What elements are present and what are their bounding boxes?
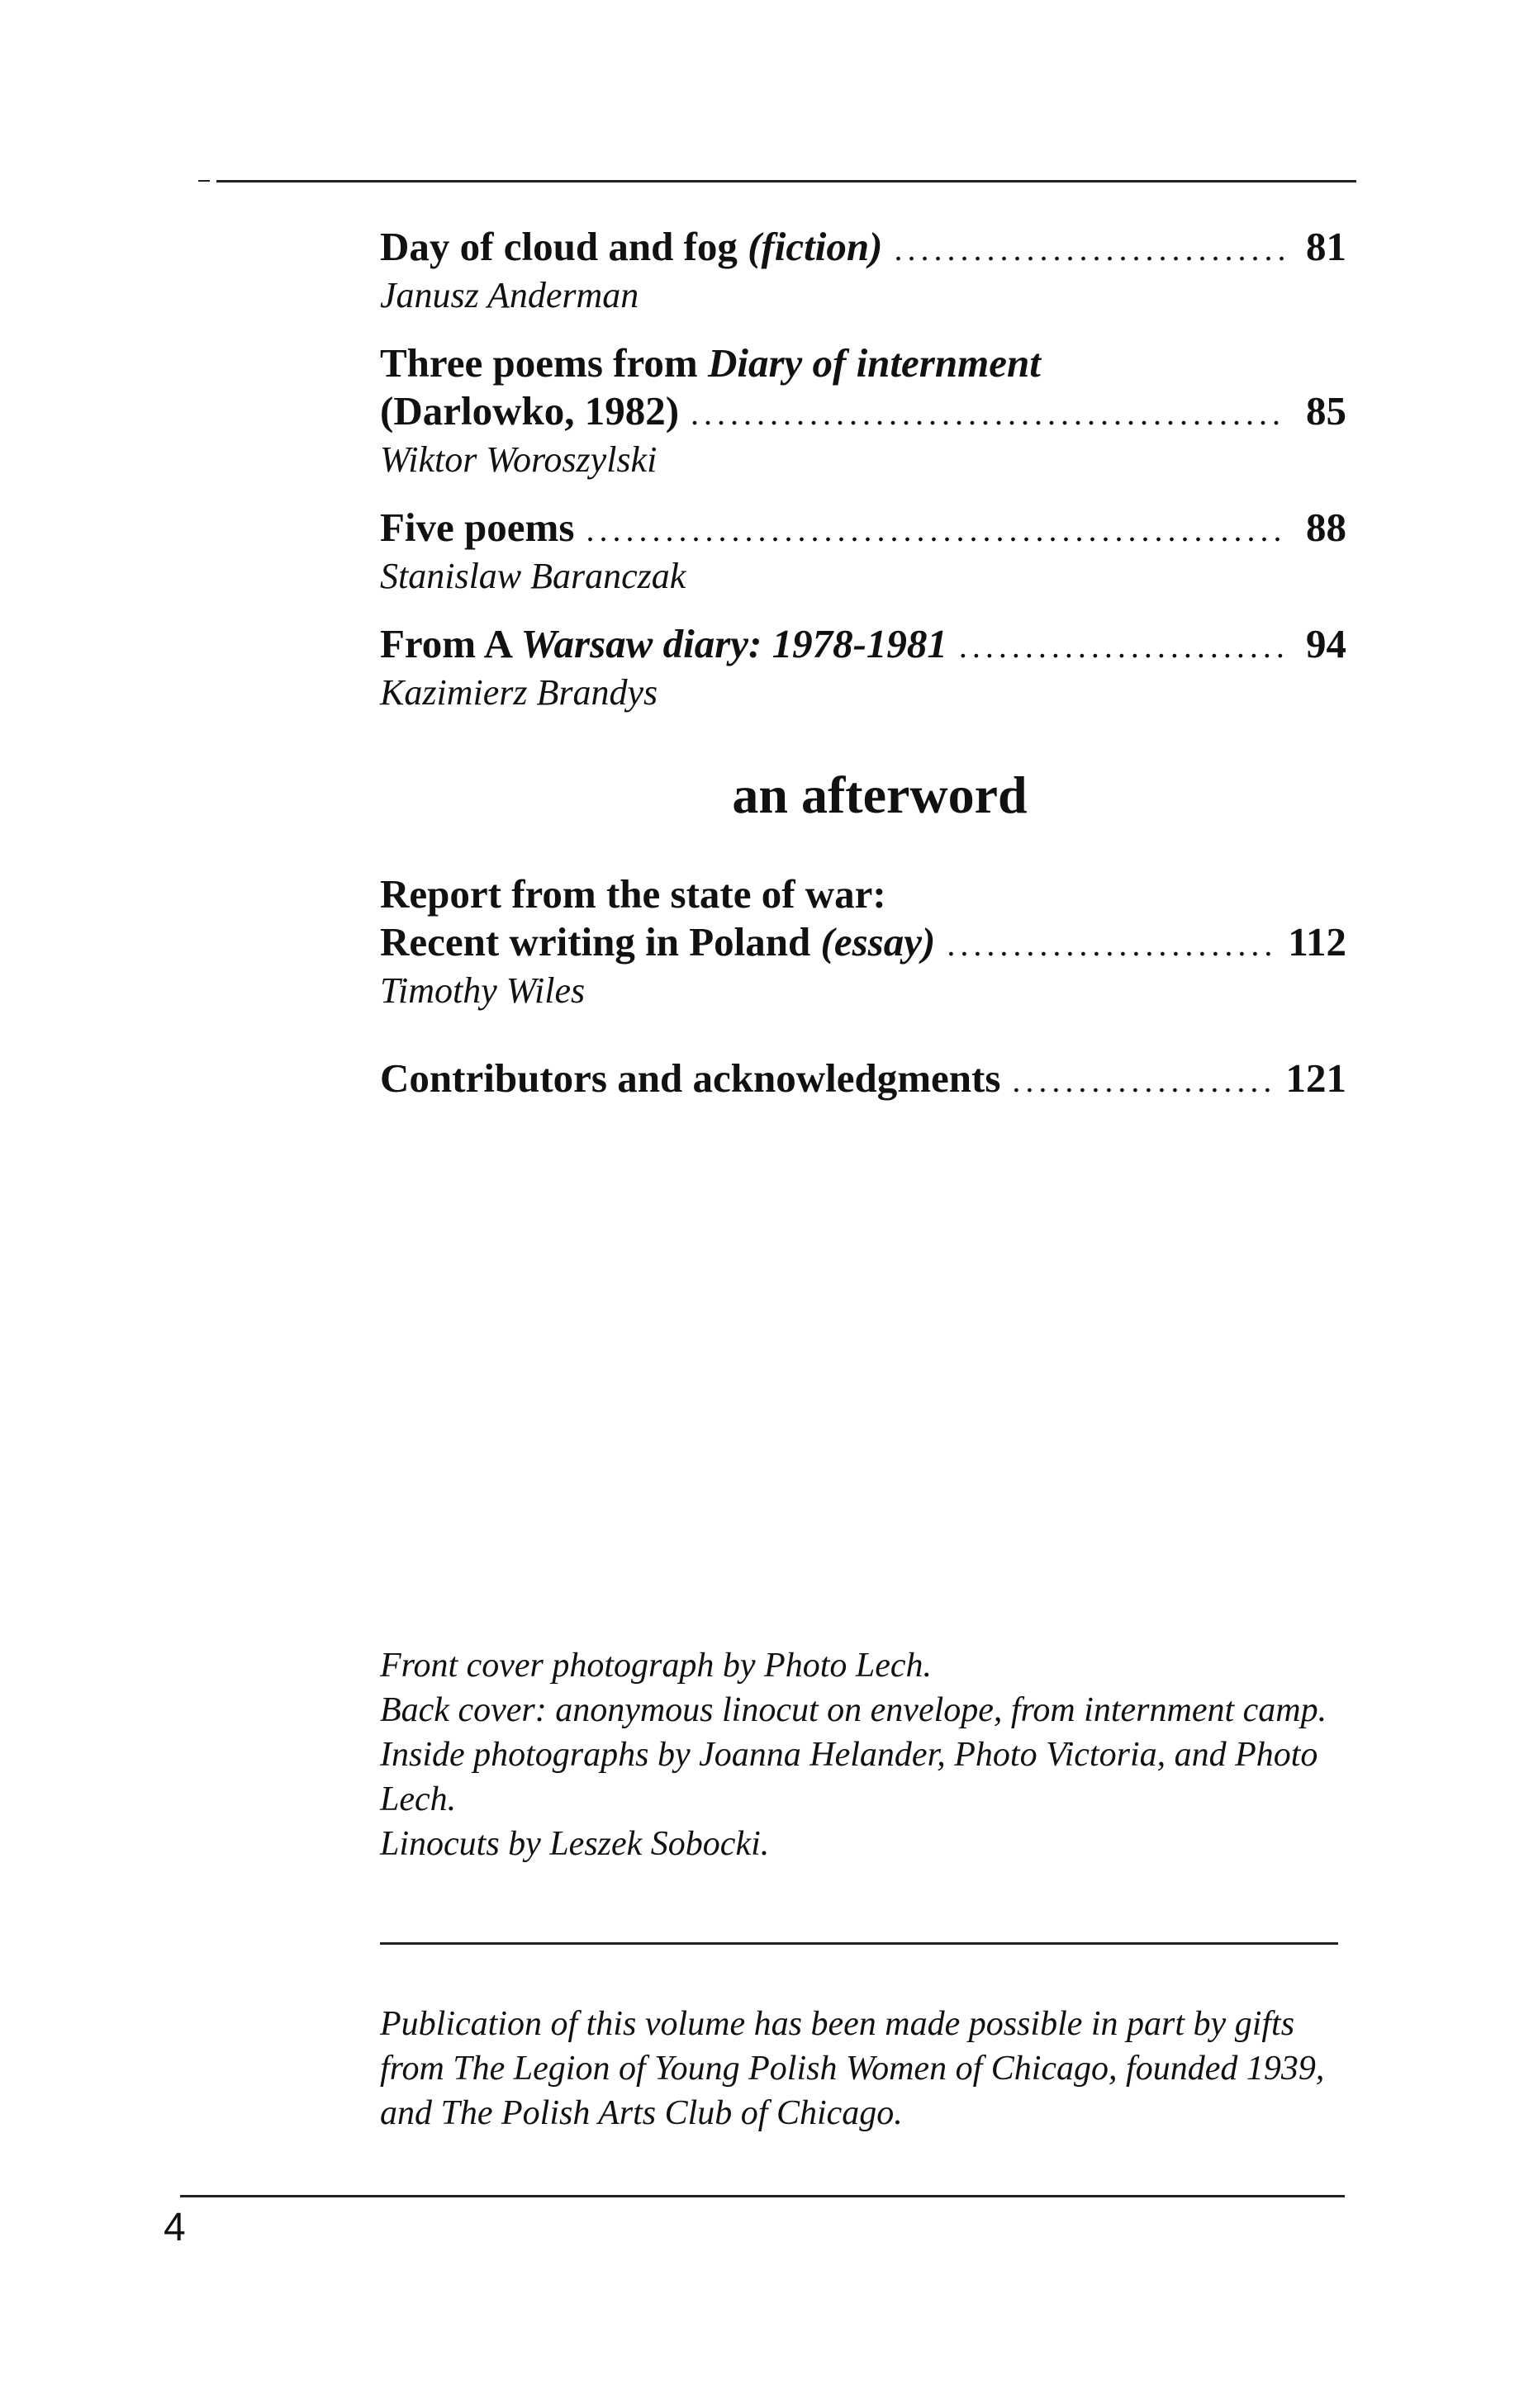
toc-entry-title-line [380,918,1346,969]
toc-entry-title: From A Warsaw diary: 1978-1981 [380,621,947,666]
toc-page-number: 81 [1306,224,1346,269]
toc-entry-author: Janusz Anderman [380,275,639,315]
leader-dots [691,390,1285,438]
toc-entry-title-line [380,1055,1346,1105]
toc-entry-author: Timothy Wiles [380,970,586,1011]
toc-entry [380,870,1346,1013]
top-rule [216,180,1356,182]
toc-entry [380,223,1346,318]
credit-line: Inside photographs by Joanna Helander, Photo Victoria, and Photo Lech. [380,1736,1318,1818]
toc-entry-title: Five poems [380,505,575,550]
leader-dots [947,921,1276,969]
toc-entry [380,339,1346,482]
toc-entry-author: Stanislaw Baranczak [380,556,686,596]
toc-entry-title-line [380,620,1346,671]
toc-entry [380,620,1346,715]
bottom-rule [180,2195,1345,2197]
leader-dots [894,225,1285,273]
toc-entry-title: Report from the state of war: [380,871,886,917]
toc-entry [380,504,1346,599]
toc-entry-title: Day of cloud and fog (fiction) [380,224,883,269]
page-number: 4 [164,2206,186,2249]
toc-entry-title: Three poems from Diary of internment [380,340,1041,386]
toc-entry-title-line [380,504,1346,554]
toc-entry-contributors [380,1055,1346,1105]
table-of-contents [380,223,1346,1126]
publication-note [380,2002,1355,2135]
toc-entry-title-continued: Recent writing in Poland (essay) [380,919,936,965]
credit-line: Front cover photograph by Photo Lech. [380,1647,933,1685]
leader-dots [1012,1057,1274,1105]
toc-entry-title-line [380,387,1346,438]
toc-page-number: 112 [1288,919,1346,965]
top-rule-tick [198,180,210,182]
leader-dots [586,506,1285,554]
toc-entry-author: Kazimierz Brandys [380,672,658,713]
toc-entry-author: Wiktor Woroszylski [380,439,658,480]
toc-page-number: 88 [1306,505,1346,550]
credit-line: Back cover: anonymous linocut on envelope, from internment camp. [380,1691,1327,1729]
divider-rule [380,1942,1338,1945]
toc-entry-title-line [380,223,1346,273]
toc-page-number: 94 [1306,621,1346,666]
toc-entry-title-continued: (Darlowko, 1982) [380,388,680,434]
credit-line: Linocuts by Leszek Sobocki. [380,1825,770,1863]
leader-dots [959,623,1285,671]
section-heading-afterword: an afterword [732,766,1028,824]
photo-credits [380,1643,1355,1866]
publication-note-text: Publication of this volume has been made possible in part by gifts from The Legion of Young Polish Women of Chicago, founded 1939, and The Polish Arts Club of Chicago. [380,2005,1325,2132]
toc-page-number: 85 [1306,388,1346,434]
toc-entry-title: Contributors and acknowledgments [380,1055,1001,1101]
toc-page-number: 121 [1285,1055,1346,1101]
